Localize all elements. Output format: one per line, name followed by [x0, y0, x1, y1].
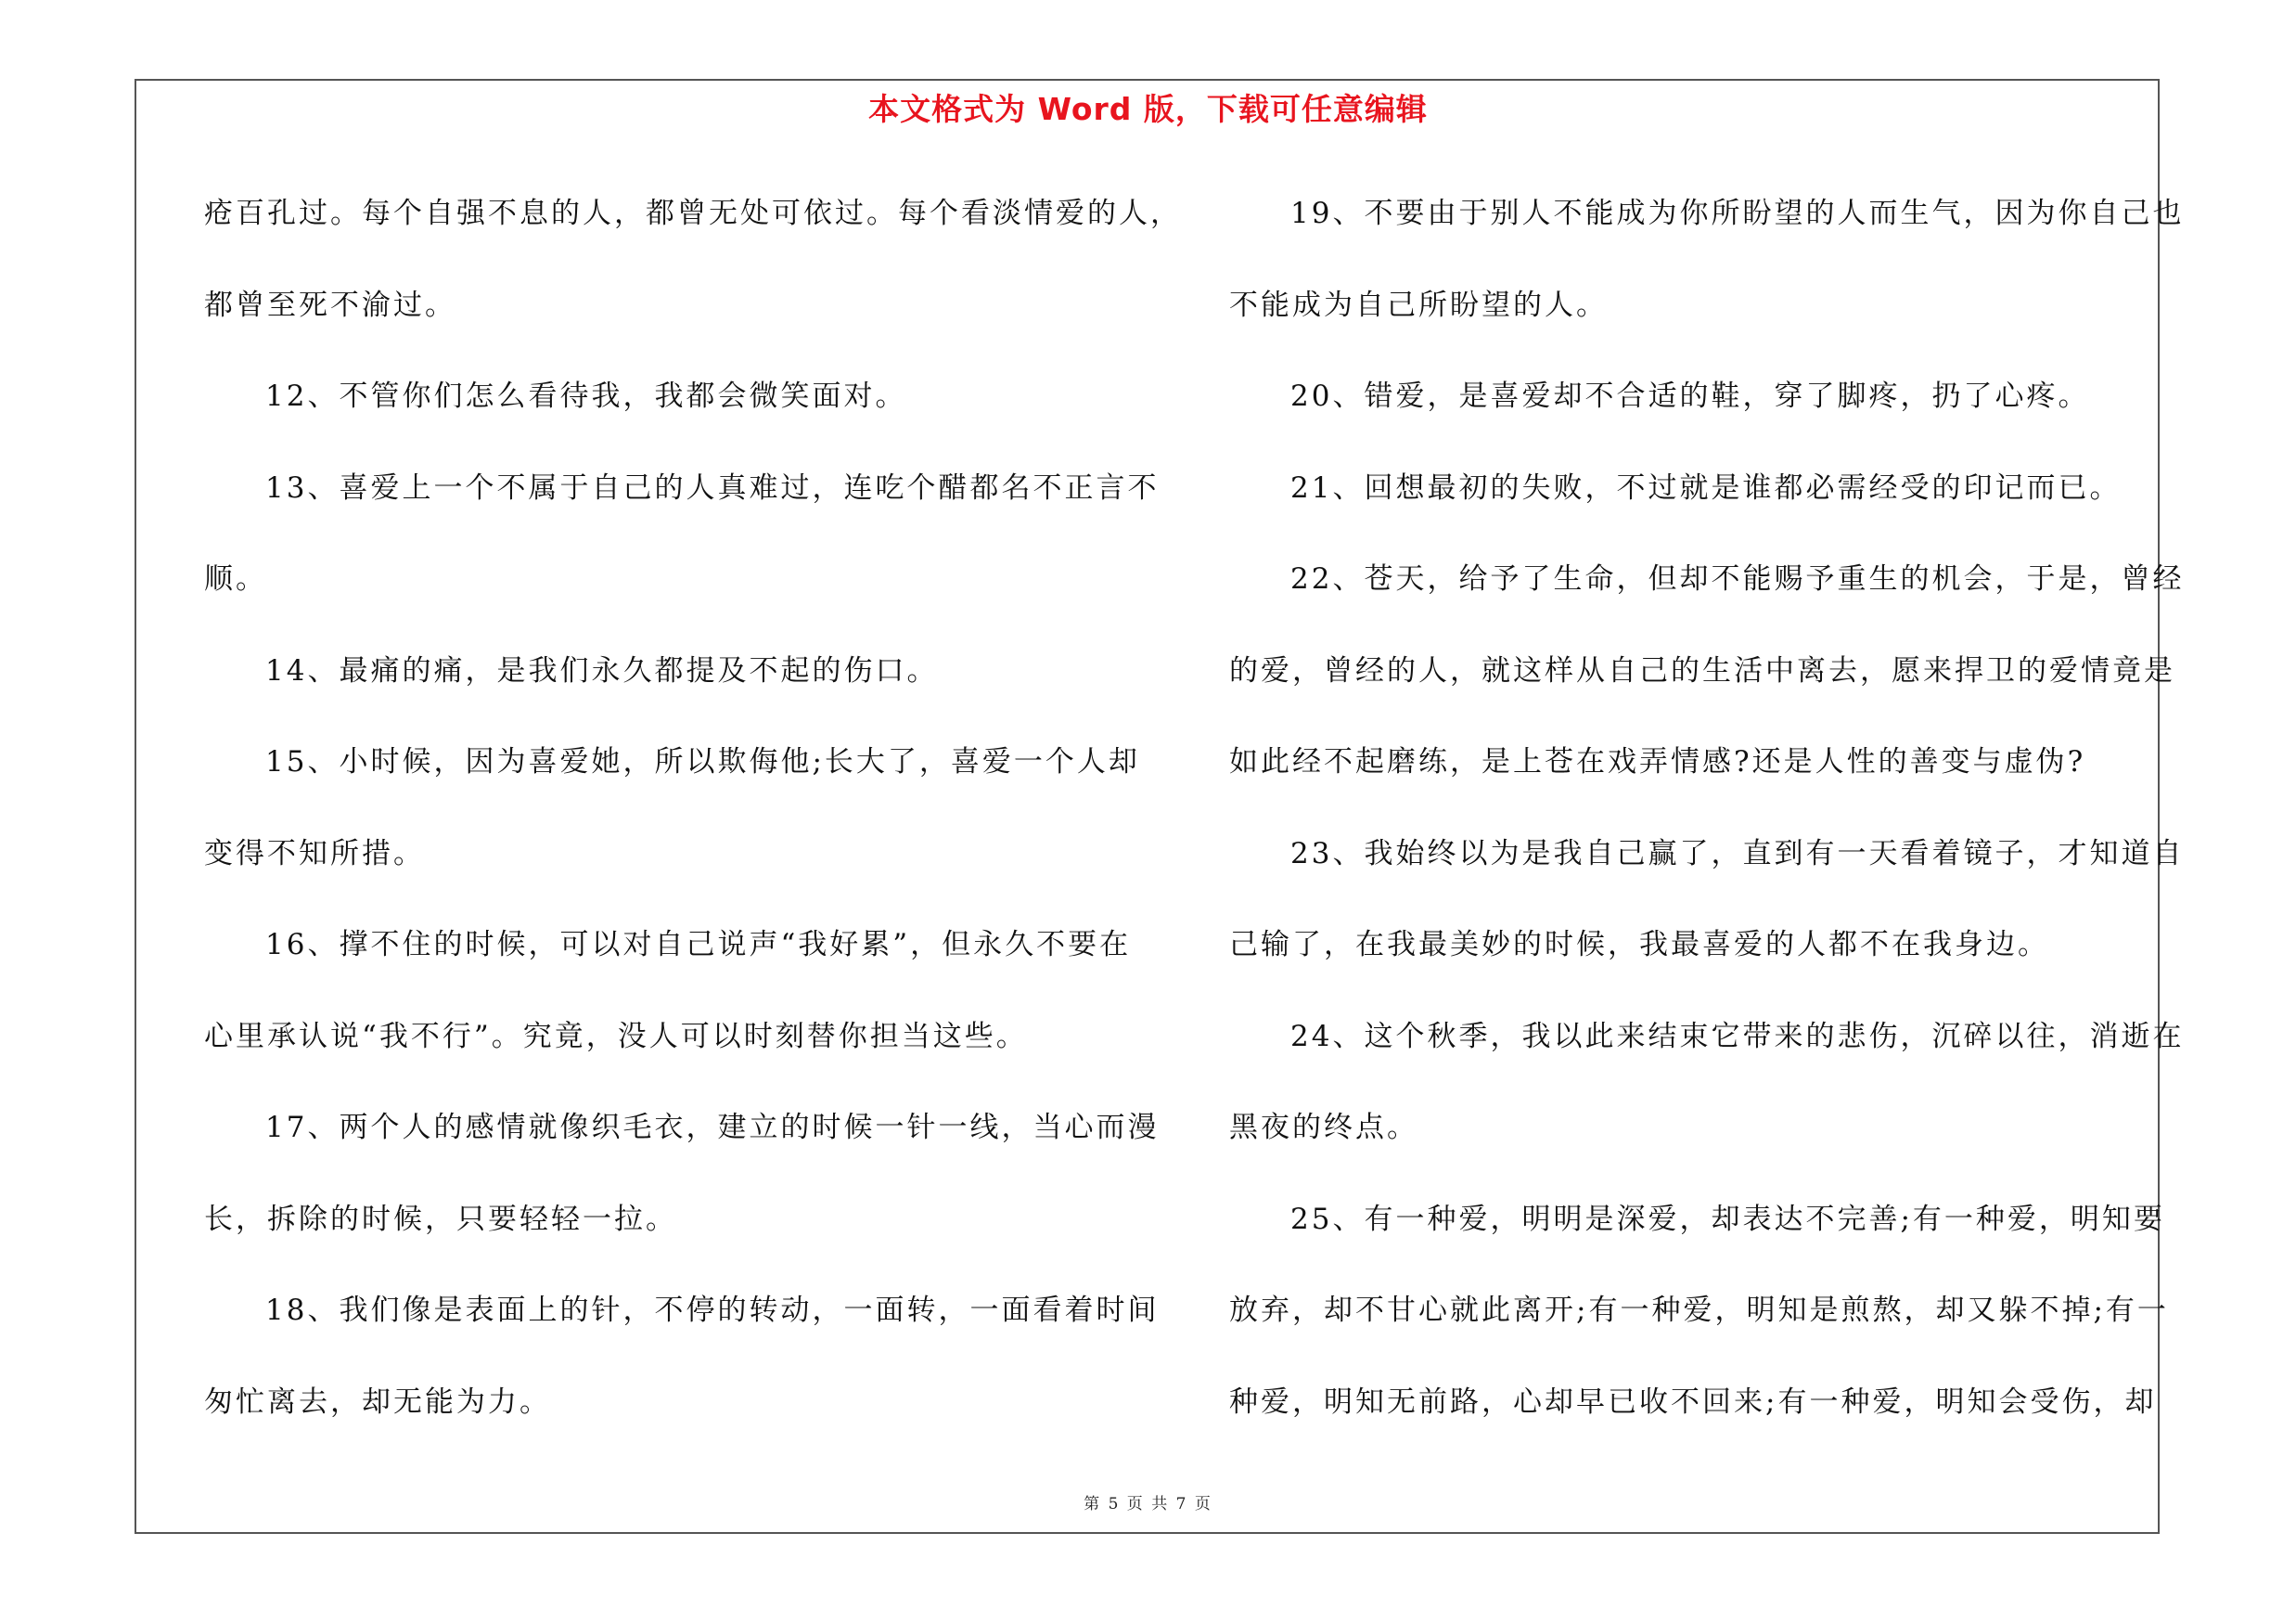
text-line: 13、喜爱上一个不属于自己的人真难过，连吃个醋都名不正言不 — [265, 470, 1160, 505]
text-line: 18、我们像是表面上的针，不停的转动，一面转，一面看着时间 — [265, 1294, 1160, 1327]
text-line: 25、有一种爱，明明是深爱，却表达不完善;有一种爱，明知要 — [1290, 1202, 2165, 1236]
text-line: 放弃，却不甘心就此离开;有一种爱，明知是煎熬，却又躲不掉;有一 — [1229, 1294, 2169, 1327]
text-line: 心里承认说“我不行”。究竟，没人可以时刻替你担当这些。 — [204, 1019, 1028, 1053]
text-line: 21、回想最初的失败，不过就是谁都必需经受的印记而已。 — [1290, 470, 2122, 505]
text-line: 黑夜的终点。 — [1229, 1111, 1418, 1144]
text-line: 匆忙离去，却无能为力。 — [204, 1385, 551, 1419]
text-line: 24、这个秋季，我以此来结束它带来的悲伤，沉碎以往，消逝在 — [1290, 1019, 2185, 1053]
text-line: 不能成为自己所盼望的人。 — [1229, 288, 1608, 322]
text-line: 23、我始终以为是我自己赢了，直到有一天看着镜子，才知道自 — [1290, 836, 2185, 870]
text-line: 的爱，曾经的人，就这样从自己的生活中离去，愿来捍卫的爱情竟是 — [1229, 653, 2175, 688]
text-line: 20、错爱，是喜爱却不合适的鞋，穿了脚疼，扔了心疼。 — [1290, 380, 2090, 413]
text-line: 14、最痛的痛，是我们永久都提及不起的伤口。 — [265, 653, 939, 688]
text-line: 长，拆除的时候，只要轻轻一拉。 — [204, 1202, 677, 1236]
text-line: 变得不知所措。 — [204, 836, 425, 870]
text-line: 如此经不起磨练，是上苍在戏弄情感?还是人性的善变与虚伪? — [1229, 745, 2086, 779]
text-line: 17、两个人的感情就像织毛衣，建立的时候一针一线，当心而漫 — [265, 1111, 1160, 1144]
format-notice-banner: 本文格式为 Word 版，下载可任意编辑 — [868, 91, 1428, 127]
left-text-column — [204, 181, 1182, 1461]
text-line: 19、不要由于别人不能成为你所盼望的人而生气，因为你自己也 — [1290, 197, 2185, 230]
text-line: 都曾至死不渝过。 — [204, 288, 456, 322]
text-line: 22、苍天，给予了生命，但却不能赐予重生的机会，于是，曾经 — [1290, 562, 2185, 596]
text-line: 疮百孔过。每个自强不息的人，都曾无处可依过。每个看淡情爱的人， — [204, 197, 1182, 230]
text-line: 12、不管你们怎么看待我，我都会微笑面对。 — [265, 380, 907, 413]
right-text-column — [1229, 181, 2185, 1461]
text-line: 15、小时候，因为喜爱她，所以欺侮他;长大了，喜爱一个人却 — [265, 745, 1140, 779]
page-number-footer: 第 5 页 共 7 页 — [1084, 1495, 1212, 1514]
text-line: 己输了，在我最美妙的时候，我最喜爱的人都不在我身边。 — [1229, 928, 2049, 961]
text-line: 顺。 — [204, 562, 267, 596]
text-line: 16、撑不住的时候，可以对自己说声“我好累”，但永久不要在 — [265, 928, 1132, 961]
text-line: 种爱，明知无前路，心却早已收不回来;有一种爱，明知会受伤，却 — [1229, 1385, 2157, 1419]
